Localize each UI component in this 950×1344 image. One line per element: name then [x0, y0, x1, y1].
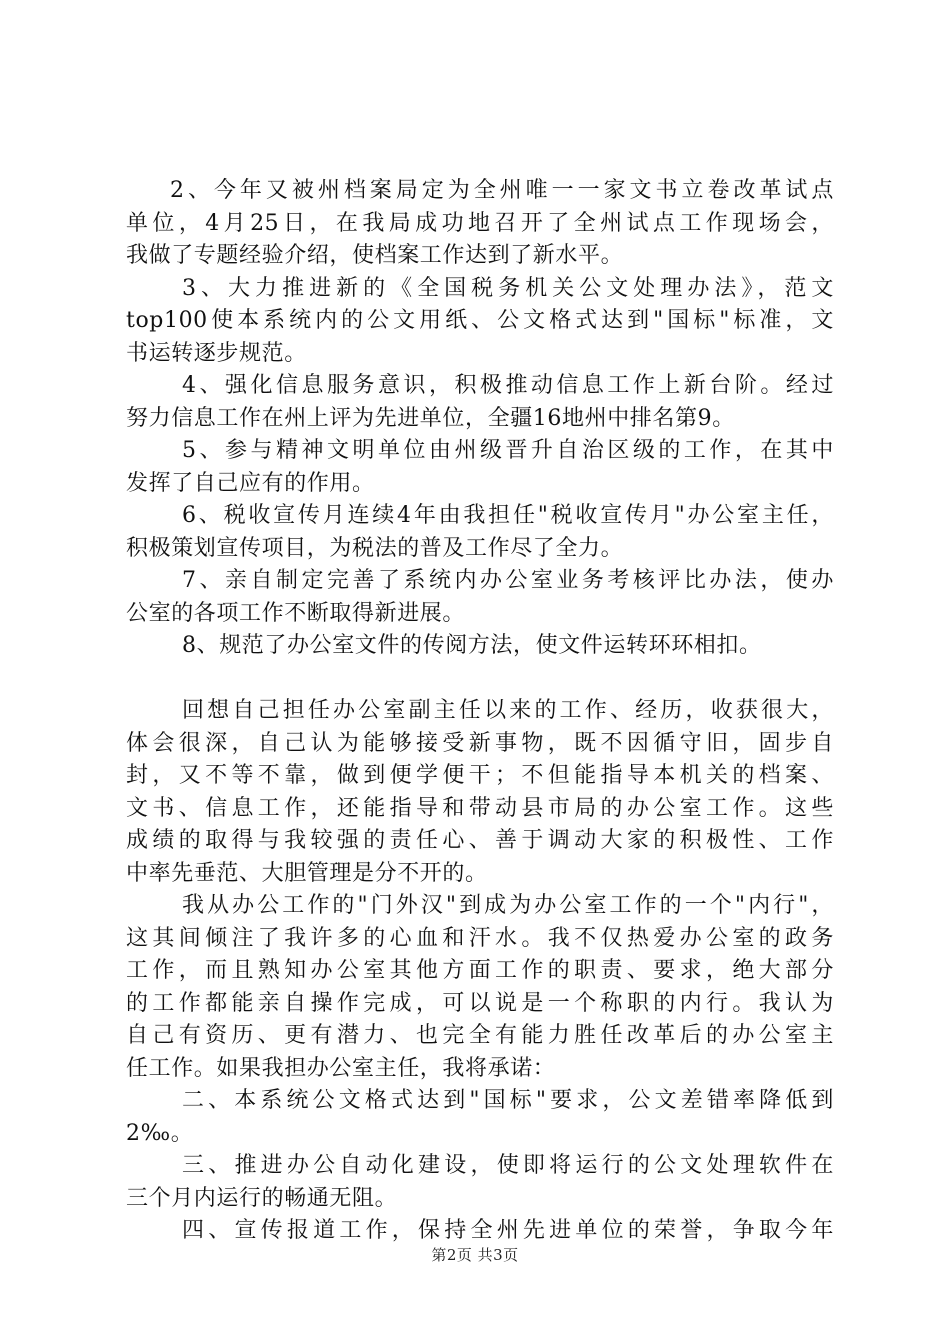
text-line: 任工作。如果我担办公室主任，我将承诺： [126, 1055, 556, 1081]
text-line: 体会很深，自己认为能够接受新事物，既不因循守旧，固步自 [126, 730, 834, 756]
text-line: 8、规范了办公室文件的传阅方法，使文件运转环环相扣。 [182, 633, 762, 658]
text-line: 三、推进办公自动化建设，使即将运行的公文处理软件在 [182, 1153, 834, 1178]
text-line: 的工作都能亲自操作完成，可以说是一个称职的内行。我认为 [126, 990, 834, 1016]
text-line: 公室的各项工作不断取得新进展。 [126, 600, 466, 626]
text-line: 2‰。 [126, 1120, 194, 1146]
text-line: 我做了专题经验介绍，使档案工作达到了新水平。 [126, 243, 624, 268]
text-line: 中率先垂范、大胆管理是分不开的。 [126, 860, 488, 886]
paragraph-gap [126, 663, 834, 696]
text-line: 发挥了自己应有的作用。 [126, 470, 375, 496]
text-line: 书运转逐步规范。 [126, 340, 307, 366]
text-line: 工作，而且熟知办公室其他方面工作的职责、要求，绝大部分 [126, 958, 834, 983]
text-line: 4、强化信息服务意识，积极推动信息工作上新台阶。经过 [182, 373, 834, 398]
document-body [126, 175, 834, 1248]
text-line: 我从办公工作的"门外汉"到成为办公室工作的一个"内行"， [182, 893, 834, 918]
text-line: 这其间倾注了我许多的心血和汗水。我不仅热爱办公室的政务 [126, 925, 834, 951]
text-line: 7、亲自制定完善了系统内办公室业务考核评比办法，使办 [182, 568, 834, 593]
text-line: 自己有资历、更有潜力、也完全有能力胜任改革后的办公室主 [126, 1023, 834, 1048]
text-line: 单位，4月25日，在我局成功地召开了全州试点工作现场会， [126, 210, 834, 236]
page-footer [0, 1244, 950, 1265]
text-line: 2、今年又被州档案局定为全州唯一一家文书立卷改革试点 [170, 178, 834, 203]
text-line: 回想自己担任办公室副主任以来的工作、经历，收获很大， [182, 698, 834, 723]
text-line: 文书、信息工作，还能指导和带动县市局的办公室工作。这些 [126, 795, 834, 821]
text-line: 5、参与精神文明单位由州级晋升自治区级的工作，在其中 [182, 438, 834, 463]
text-line: 二、本系统公文格式达到"国标"要求，公文差错率降低到 [182, 1088, 834, 1113]
text-line: 成绩的取得与我较强的责任心、善于调动大家的积极性、工作 [126, 828, 834, 853]
text-line: 四、宣传报道工作，保持全州先进单位的荣誉，争取今年 [182, 1218, 834, 1243]
text-line: 6、税收宣传月连续4年由我担任"税收宣传月"办公室主任， [182, 503, 834, 528]
page-number-label: 第2页 共3页 [431, 1246, 519, 1264]
text-line: 积极策划宣传项目，为税法的普及工作尽了全力。 [126, 535, 624, 561]
text-line: 3、大力推进新的《全国税务机关公文处理办法》，范文 [182, 275, 834, 301]
text-line: 努力信息工作在州上评为先进单位，全疆16地州中排名第9。 [126, 405, 735, 431]
text-line: top100使本系统内的公文用纸、公文格式达到"国标"标准，文 [126, 308, 834, 333]
text-line: 三个月内运行的畅通无阻。 [126, 1185, 398, 1211]
text-line: 封，又不等不靠，做到便学便干；不但能指导本机关的档案、 [126, 763, 834, 788]
